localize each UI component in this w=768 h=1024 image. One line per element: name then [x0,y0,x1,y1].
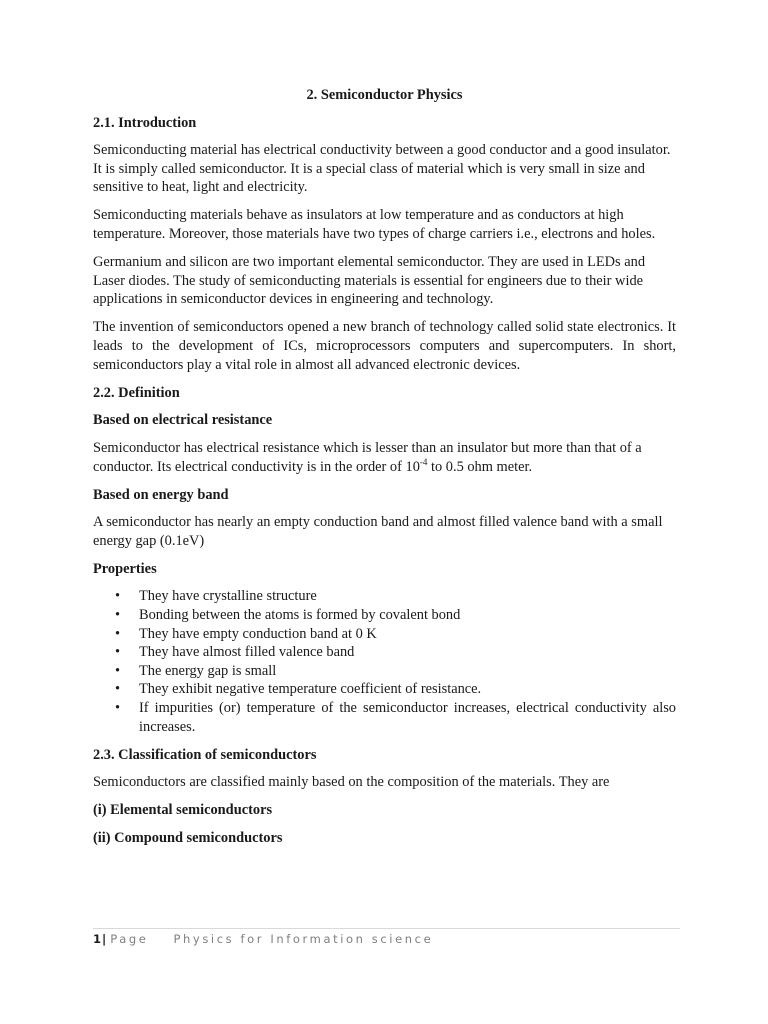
list-item [115,643,676,662]
list-item [115,587,676,606]
bullet-icon: • [115,681,121,698]
properties-subheading: Properties [93,560,157,577]
resistance-exponent: -4 [419,456,428,467]
list-item [115,606,676,625]
footer-separator: | [102,932,107,946]
bullet-icon: • [115,662,121,679]
footer-subject: Physics for Information science [173,932,434,946]
bullet-icon: • [115,625,121,642]
list-item [115,662,676,681]
page-number: 1 [93,932,102,946]
definition-heading: 2.2. Definition [93,384,180,401]
list-item-text: They exhibit negative temperature coefficient of resistance. [139,681,482,698]
bullet-icon: • [115,588,121,605]
compound-semiconductors-heading: (ii) Compound semiconductors [93,830,283,846]
introduction-heading: 2.1. Introduction [93,114,197,131]
intro-paragraph-1: Semiconducting material has electrical conductivity between a good conductor and a good insulator. It is simply called semiconductor. It is a special class of material which is very small in size and sensitive to heat, light and electricity. [93,142,671,196]
list-item-text: They have almost filled valence band [139,644,355,661]
bullet-icon: • [115,644,121,661]
resistance-text-end: to 0.5 ohm meter. [427,458,533,475]
resistance-subheading: Based on electrical resistance [93,412,273,429]
intro-paragraph-4: The invention of semiconductors opened a new branch of technology called solid state electronics. It leads to the development of ICs, microprocessors computers and supercomputers. In short, semiconductors play a vital role in almost all advanced electronic devices. [93,319,676,373]
bullet-icon: • [115,700,121,717]
page-label: Page [110,932,149,946]
resistance-paragraph [93,439,676,476]
list-item-text: Bonding between the atoms is formed by covalent bond [139,607,461,624]
energy-band-subheading: Based on energy band [93,486,229,503]
page-footer [93,932,433,946]
list-item [115,625,676,644]
footer-divider [93,928,680,929]
intro-paragraph-2: Semiconducting materials behave as insulators at low temperature and as conductors at high temperature. Moreover, those materials have two types of charge carriers i.e., electrons and holes. [93,207,656,243]
definition-section [93,384,676,737]
introduction-section [93,114,676,375]
document-title: 2. Semiconductor Physics [306,87,463,103]
classification-paragraph: Semiconductors are classified mainly based on the composition of the materials. They are [93,774,610,791]
energy-band-paragraph: A semiconductor has nearly an empty conduction band and almost filled valence band with a small energy gap (0.1eV) [93,514,663,549]
elemental-semiconductors-heading: (i) Elemental semiconductors [93,802,273,819]
list-item [115,680,676,699]
classification-section [93,746,676,848]
list-item-text: The energy gap is small [139,662,277,679]
document-page [93,86,676,857]
resistance-text: Semiconductor has electrical resistance which is lesser than an insulator but more than that of a conductor. Its electrical conductivity is in the order of 10 [93,439,642,475]
bullet-icon: • [115,607,121,624]
list-item-text: They have crystalline structure [139,588,317,605]
list-item-text: If impurities (or) temperature of the semiconductor increases, electrical conductivity also increases. [139,700,676,735]
properties-list [93,587,676,736]
list-item-text: They have empty conduction band at 0 K [139,625,377,642]
intro-paragraph-3: Germanium and silicon are two important elemental semiconductor. They are used in LEDs and Laser diodes. The study of semiconducting materials is essential for engineers due to their wide applications in semiconductor devices in engineering and technology. [93,254,646,308]
list-item [115,699,676,736]
classification-heading: 2.3. Classification of semiconductors [93,746,317,763]
